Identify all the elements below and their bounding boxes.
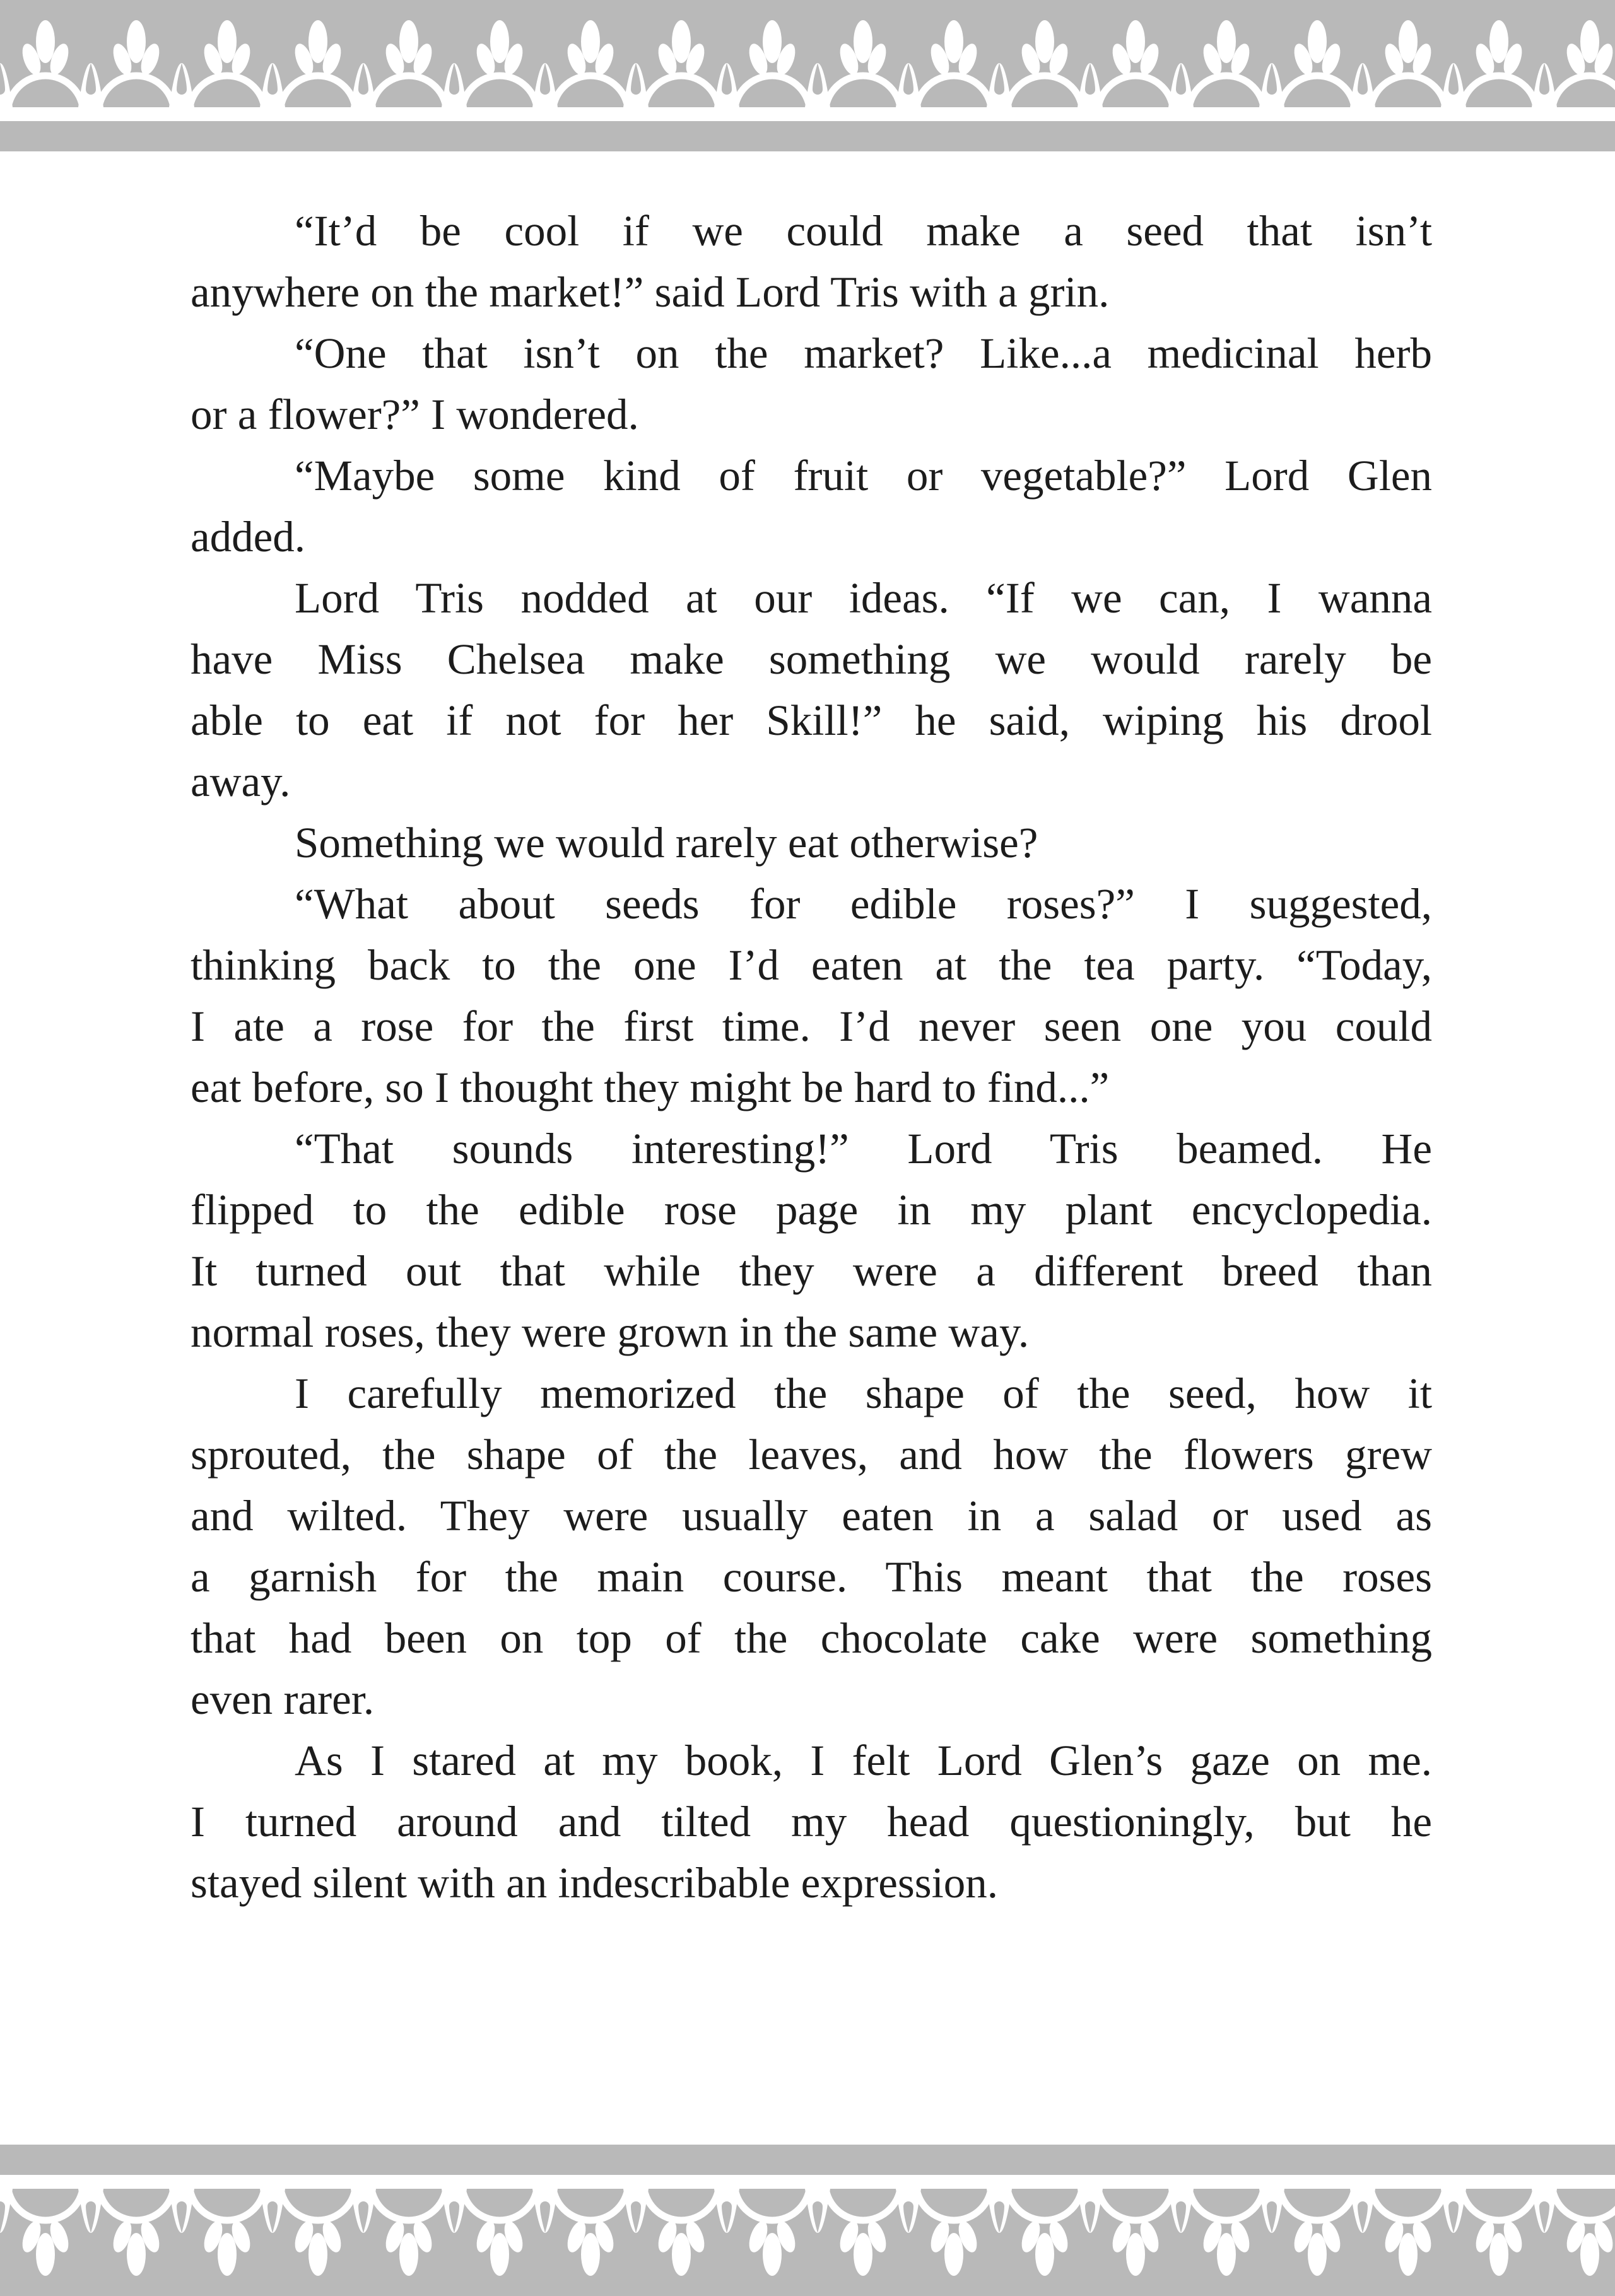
text-line: normal roses, they were grown in the same way.: [191, 1308, 1030, 1356]
text-line: and wilted. They were usually eaten in a salad or used as: [191, 1492, 1432, 1540]
paragraph: [191, 568, 1432, 812]
text-line: eat before, so I thought they might be hard to find...”: [191, 1063, 1110, 1111]
text-line: stayed silent with an indescribable expression.: [191, 1859, 999, 1907]
text-line: “That sounds interesting!” Lord Tris beamed. He: [295, 1125, 1432, 1173]
text-line: that had been on top of the chocolate cake were something: [191, 1614, 1432, 1662]
paragraph: [191, 1118, 1432, 1363]
text-line: thinking back to the one I’d eaten at the tea party. “Today,: [191, 941, 1432, 989]
text-line: I ate a rose for the first time. I’d never seen one you could: [191, 1002, 1432, 1050]
text-line: flipped to the edible rose page in my plant encyclopedia.: [191, 1186, 1432, 1234]
paragraph: [191, 201, 1432, 323]
text-block: [191, 201, 1432, 1914]
text-line: “Maybe some kind of fruit or vegetable?” Lord Glen: [295, 452, 1432, 500]
text-line: anywhere on the market!” said Lord Tris with a grin.: [191, 268, 1110, 316]
text-line: sprouted, the shape of the leaves, and how the flowers grew: [191, 1431, 1432, 1479]
lace-border-bottom: [0, 2145, 1615, 2296]
text-line: added.: [191, 513, 306, 561]
text-line: able to eat if not for her Skill!” he said, wiping his drool: [191, 696, 1432, 744]
text-line: As I stared at my book, I felt Lord Glen’s gaze on me.: [295, 1737, 1432, 1784]
text-line: Lord Tris nodded at our ideas. “If we can, I wanna: [295, 574, 1432, 622]
lace-border-top-gap: [0, 107, 1615, 121]
text-line: “It’d be cool if we could make a seed that isn’t: [295, 207, 1432, 255]
text-line: I carefully memorized the shape of the seed, how it: [295, 1369, 1432, 1417]
text-line: “One that isn’t on the market? Like...a medicinal herb: [295, 329, 1432, 377]
text-line: even rarer.: [191, 1675, 375, 1723]
paragraph: [191, 445, 1432, 568]
lace-border-top-bar: [0, 121, 1615, 151]
text-line: a garnish for the main course. This meant that the roses: [191, 1553, 1432, 1601]
paragraph: [191, 812, 1432, 874]
text-line: away.: [191, 758, 291, 805]
lace-border-bottom-gap: [0, 2175, 1615, 2189]
lace-border-bottom-bar: [0, 2145, 1615, 2175]
paragraph: [191, 323, 1432, 445]
text-line: have Miss Chelsea make something we would rarely be: [191, 635, 1432, 683]
paragraph: [191, 1730, 1432, 1914]
lace-pattern-top-icon: [0, 0, 1615, 107]
text-line: It turned out that while they were a different breed than: [191, 1247, 1432, 1295]
text-line: I turned around and tilted my head questioningly, but he: [191, 1798, 1432, 1846]
lace-pattern-bottom-icon: [0, 2189, 1615, 2296]
paragraph: [191, 874, 1432, 1118]
paragraph: [191, 1363, 1432, 1730]
text-line: “What about seeds for edible roses?” I suggested,: [295, 880, 1432, 928]
lace-border-top: [0, 0, 1615, 151]
text-line: Something we would rarely eat otherwise?: [295, 819, 1038, 867]
text-line: or a flower?” I wondered.: [191, 390, 639, 438]
